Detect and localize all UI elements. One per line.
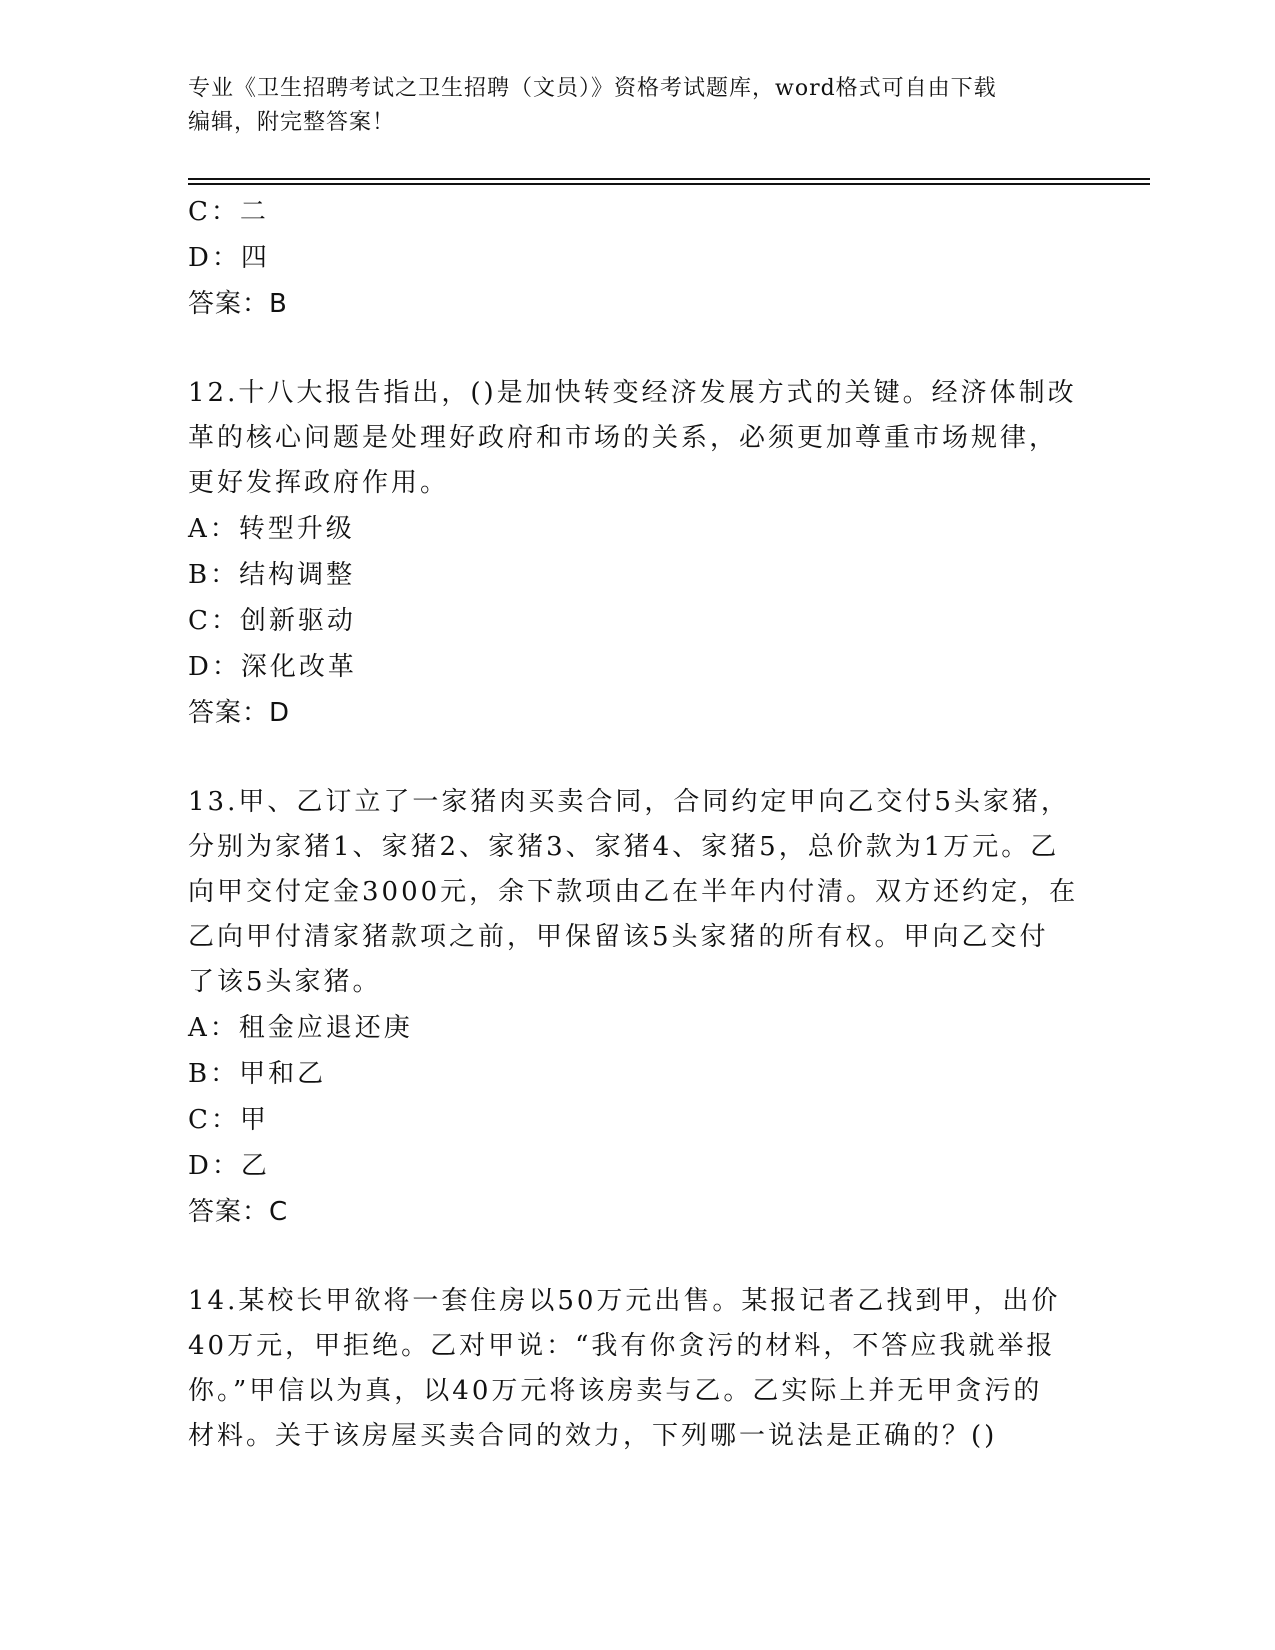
header-rule-top (188, 178, 1150, 180)
header-line-1: 专业《卫生招聘考试之卫生招聘（文员）》资格考试题库，word格式可自由下载 (188, 76, 997, 101)
q13-option-a: A：租金应退还庚 (188, 1013, 413, 1043)
spacer (188, 736, 1088, 780)
q13-option-b: B：甲和乙 (188, 1059, 327, 1089)
q12-stem-line-2: 革的核心问题是处理好政府和市场的关系，必须更加尊重市场规律， (188, 423, 1059, 453)
q12-option-a: A：转型升级 (188, 514, 355, 544)
question-13 (188, 780, 1088, 1235)
q13-option-c: C：甲 (188, 1105, 269, 1135)
question-content (188, 189, 1088, 1459)
q12-stem-line-1: 12.十八大报告指出，()是加快转变经济发展方式的关键。经济体制改 (188, 378, 1077, 408)
question-11 (188, 189, 1088, 327)
q12-option-d: D：深化改革 (188, 652, 357, 682)
q13-stem-line-2: 分别为家猪1、家猪2、家猪3、家猪4、家猪5，总价款为1万元。乙 (188, 832, 1060, 862)
q13-stem-line-1: 13.甲、乙订立了一家猪肉买卖合同，合同约定甲向乙交付5头家猪， (188, 787, 1070, 817)
q11-answer: 答案：B (188, 289, 288, 319)
q11-option-c: C：二 (188, 197, 269, 227)
q14-stem-line-1: 14.某校长甲欲将一套住房以50万元出售。某报记者乙找到甲，出价 (188, 1286, 1061, 1316)
header-rule-bottom (188, 183, 1150, 185)
question-12 (188, 371, 1088, 736)
q13-stem-line-5: 了该5头家猪。 (188, 967, 382, 997)
spacer (188, 327, 1088, 371)
spacer (188, 1235, 1088, 1279)
q13-option-d: D：乙 (188, 1151, 270, 1181)
document-header (188, 72, 1088, 140)
q13-stem-line-4: 乙向甲付清家猪款项之前，甲保留该5头家猪的所有权。甲向乙交付 (188, 922, 1049, 952)
q11-option-d: D：四 (188, 243, 270, 273)
q12-option-c: C：创新驱动 (188, 606, 356, 636)
question-14 (188, 1279, 1088, 1459)
q14-stem-line-2: 40万元，甲拒绝。乙对甲说：“我有你贪污的材料，不答应我就举报 (188, 1331, 1056, 1361)
q13-answer: 答案：C (188, 1197, 289, 1227)
q14-stem-line-3: 你。”甲信以为真，以40万元将该房卖与乙。乙实际上并无甲贪污的 (188, 1376, 1043, 1406)
q14-stem-line-4: 材料。关于该房屋买卖合同的效力，下列哪一说法是正确的？() (188, 1421, 998, 1451)
header-line-2: 编辑，附完整答案！ (188, 110, 396, 135)
q13-stem-line-3: 向甲交付定金3000元，余下款项由乙在半年内付清。双方还约定，在 (188, 877, 1079, 907)
q12-stem-line-3: 更好发挥政府作用。 (188, 468, 450, 498)
q12-answer: 答案：D (188, 698, 291, 728)
q12-option-b: B：结构调整 (188, 560, 356, 590)
